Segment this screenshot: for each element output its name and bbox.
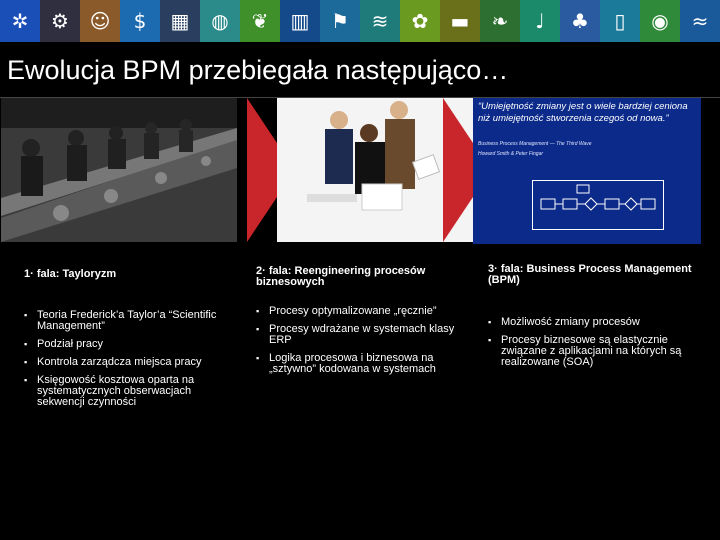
flag-icon [320, 0, 360, 42]
tile-glyph: ▥ [290, 9, 310, 33]
wave-1-list [24, 310, 239, 408]
process-diagram-icon [532, 180, 664, 230]
header-banner [0, 0, 720, 42]
quote-source-book: Business Process Management — The Third Wave [478, 141, 592, 147]
wave-1-column [24, 269, 239, 415]
wave-3-column [488, 264, 703, 375]
wave-3-list [488, 317, 703, 368]
tile-glyph: $ [133, 9, 147, 33]
tile-glyph: ❧ [491, 9, 509, 33]
ibm-globe-icon [0, 0, 40, 42]
tile-glyph: ✿ [411, 9, 429, 33]
wave-3-heading: 3· fala: Business Process Management (BPM) [488, 263, 692, 286]
list-item: ▪ Kontrola zarządcza miejsca pracy [24, 357, 239, 368]
list-item: ▪ Procesy wdrażane w systemach klasy ERP [256, 324, 461, 346]
tile-glyph: ⚑ [331, 9, 349, 33]
list-item: ▪ Teoria Frederick’a Taylor’a “Scientific Management” [24, 310, 239, 332]
fish-icon [360, 0, 400, 42]
list-item: ▪ Podział pracy [24, 339, 239, 350]
wave-2-list [256, 306, 461, 375]
slide-title: Ewolucja BPM przebiegała następująco… [7, 55, 509, 85]
trash-icon [600, 0, 640, 42]
tile-glyph: ◍ [211, 9, 229, 33]
tile-glyph: ♩ [535, 9, 545, 33]
quote-source-authors: Howard Smith & Peter Fingar [478, 151, 544, 157]
list-item: ▪ Księgowość kosztowa oparta na systematycznych obserwacjach sekwencji czynności [24, 375, 239, 408]
wave-2-column [256, 266, 461, 382]
leaf-icon [240, 0, 280, 42]
wave-1-heading: 1· fala: Tayloryzm [24, 268, 117, 280]
tile-glyph: ≋ [371, 9, 389, 33]
city-icon [160, 0, 200, 42]
quote-source [478, 139, 698, 159]
list-item: ▪ Możliwość zmiany procesów [488, 317, 703, 328]
microphone-icon [520, 0, 560, 42]
tile-glyph: ☺ [89, 9, 111, 33]
tile-glyph: ◉ [651, 9, 669, 33]
tile-glyph: ⚙ [51, 9, 69, 33]
list-item: ▪ Logika procesowa i biznesowa na „sztywno” kodowana w systemach [256, 353, 461, 375]
tile-glyph: ▦ [170, 9, 190, 33]
lightbulb-icon [640, 0, 680, 42]
quote-text: “Umiejętność zmiany jest o wiele bardziej ceniona niż umiejętność stworzenia czegoś od nowa.” [478, 101, 688, 124]
person-icon [80, 0, 120, 42]
tree-icon [560, 0, 600, 42]
truck-icon [440, 0, 480, 42]
tile-glyph: ❦ [251, 9, 269, 33]
tile-glyph: ≈ [691, 9, 709, 33]
tile-glyph: ▬ [450, 9, 470, 33]
tile-glyph: ✲ [11, 9, 29, 33]
dollar-icon [120, 0, 160, 42]
tile-glyph: ▯ [614, 9, 626, 33]
list-item: ▪ Procesy biznesowe są elastycznie związane z aplikacjami na których są realizowane (SOA) [488, 335, 703, 368]
globe-icon [200, 0, 240, 42]
water-icon [680, 0, 720, 42]
wave-2-heading: 2· fala: Reengineering procesów biznesowych [256, 265, 426, 288]
wheat-icon [480, 0, 520, 42]
plant-icon [400, 0, 440, 42]
factory-photo [1, 98, 237, 242]
list-item: ▪ Procesy optymalizowane „ręcznie” [256, 306, 461, 317]
gear-icon [40, 0, 80, 42]
building-icon [280, 0, 320, 42]
tile-glyph: ♣ [571, 9, 589, 33]
